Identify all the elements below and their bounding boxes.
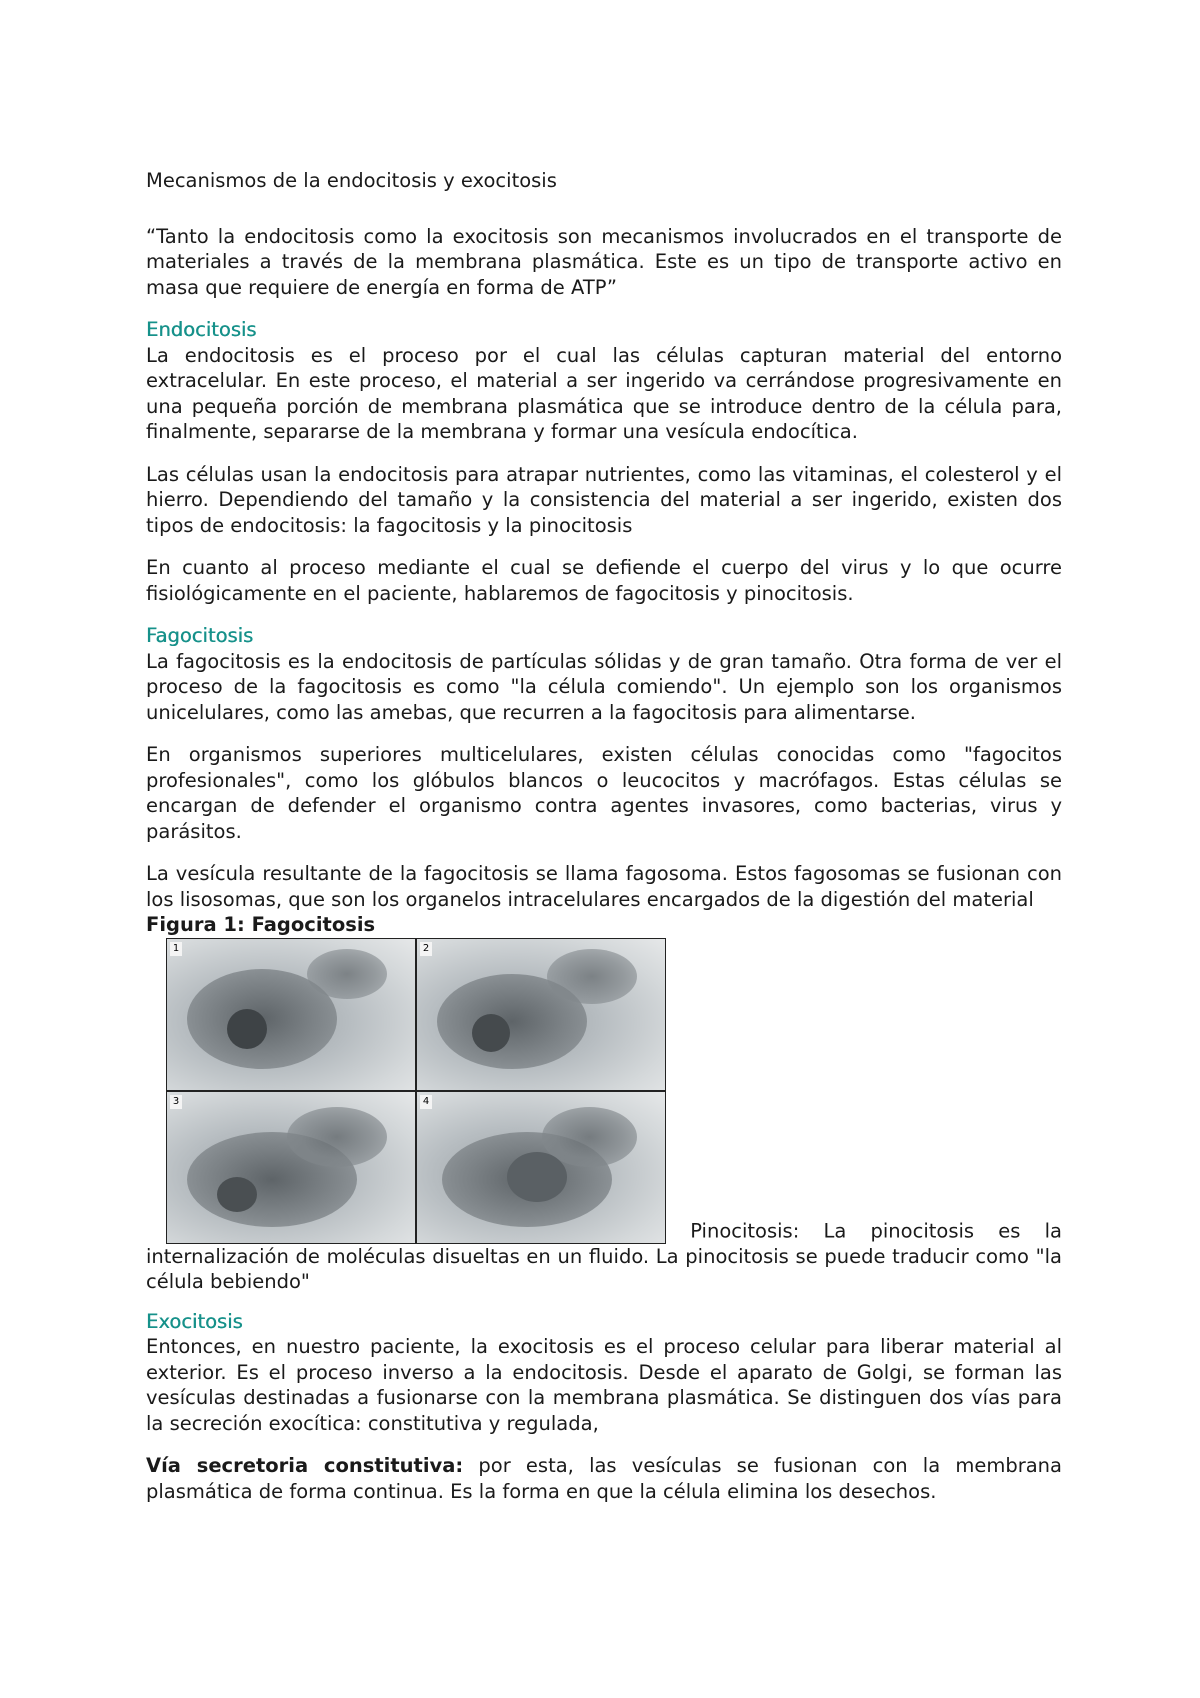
micrograph-panel-3 xyxy=(167,1092,415,1243)
via-constitutiva-paragraph xyxy=(146,1453,1062,1504)
heading-exocitosis: Exocitosis xyxy=(146,1309,243,1333)
via-constitutiva-text: por esta, las vesículas se fusionan con la membrana plasmática de forma continua. Es la forma en que la célula elimina los desechos. xyxy=(146,1454,1062,1503)
exocitosis-paragraph-1: Entonces, en nuestro paciente, la exocitosis es el proceso celular para liberar material al exterior. Es el proceso inverso a la endocitosis. Desde el aparato de Golgi, se forman las vesículas destinadas a fusionarse con la membrana plasmática. Se distinguen dos vías para la secreción exocítica: constitutiva y regulada, xyxy=(146,1335,1062,1435)
endocitosis-paragraph-2: Las células usan la endocitosis para atrapar nutrientes, como las vitaminas, el colesterol y el hierro. Dependiendo del tamaño y la consistencia del material a ser ingerido, existen dos tipos de endocitosis: la fagocitosis y la pinocitosis xyxy=(146,462,1062,537)
micrograph-panel-4 xyxy=(417,1092,665,1243)
pinocitosis-paragraph: Pinocitosis: La pinocitosis es la internalización de moléculas disueltas en un fluido. La pinocitosis se puede traducir como "la célula bebiendo" xyxy=(146,1219,1062,1293)
panel-number: 4 xyxy=(420,1095,432,1109)
panel-number: 1 xyxy=(170,942,182,956)
endocitosis-paragraph-3: En cuanto al proceso mediante el cual se defiende el cuerpo del virus y lo que ocurre fisiológicamente en el paciente, hablaremos de fagocitosis y pinocitosis. xyxy=(146,556,1062,605)
figure-and-pinocitosis xyxy=(146,938,1062,1295)
micrograph-panel-1 xyxy=(167,939,415,1090)
fagocitosis-paragraph-1: La fagocitosis es la endocitosis de partículas sólidas y de gran tamaño. Otra forma de ver el proceso de la fagocitosis es como "la célula comiendo". Un ejemplo son los organismos unicelulares, como las amebas, que recurren a la fagocitosis para alimentarse. xyxy=(146,649,1062,724)
document-title: Mecanismos de la endocitosis y exocitosis xyxy=(146,169,557,192)
micrograph-panel-2 xyxy=(417,939,665,1090)
endocitosis-paragraph-1: La endocitosis es el proceso por el cual las células capturan material del entorno extracelular. En este proceso, el material a ser ingerido va cerrándose progresivamente en una pequeña porción de membrana plasmática que se introduce dentro de la célula para, finalmente, separarse de la membrana y formar una vesícula endocítica. xyxy=(146,343,1062,443)
panel-number: 2 xyxy=(420,942,432,956)
heading-fagocitosis: Fagocitosis xyxy=(146,624,254,647)
via-constitutiva-label: Vía secretoria constitutiva: xyxy=(146,1454,464,1477)
heading-endocitosis: Endocitosis xyxy=(146,318,257,341)
figure-caption: Figura 1: Fagocitosis xyxy=(146,913,376,936)
intro-quote: “Tanto la endocitosis como la exocitosis son mecanismos involucrados en el transporte de materiales a través de la membrana plasmática. Este es un tipo de transporte activo en masa que requiere de energía en forma de ATP” xyxy=(146,224,1062,299)
phagocytosis-micrograph xyxy=(166,938,666,1244)
panel-number: 3 xyxy=(170,1095,182,1109)
fagocitosis-paragraph-2: En organismos superiores multicelulares, existen células conocidas como "fagocitos profesionales", como los glóbulos blancos o leucocitos y macrófagos. Estas células se encargan de defender el organismo contra agentes invasores, como bacterias, virus y parásitos. xyxy=(146,743,1062,843)
fagocitosis-paragraph-3: La vesícula resultante de la fagocitosis se llama fagosoma. Estos fagosomas se fusionan con los lisosomas, que son los organelos intracelulares encargados de la digestión del material xyxy=(146,862,1062,911)
